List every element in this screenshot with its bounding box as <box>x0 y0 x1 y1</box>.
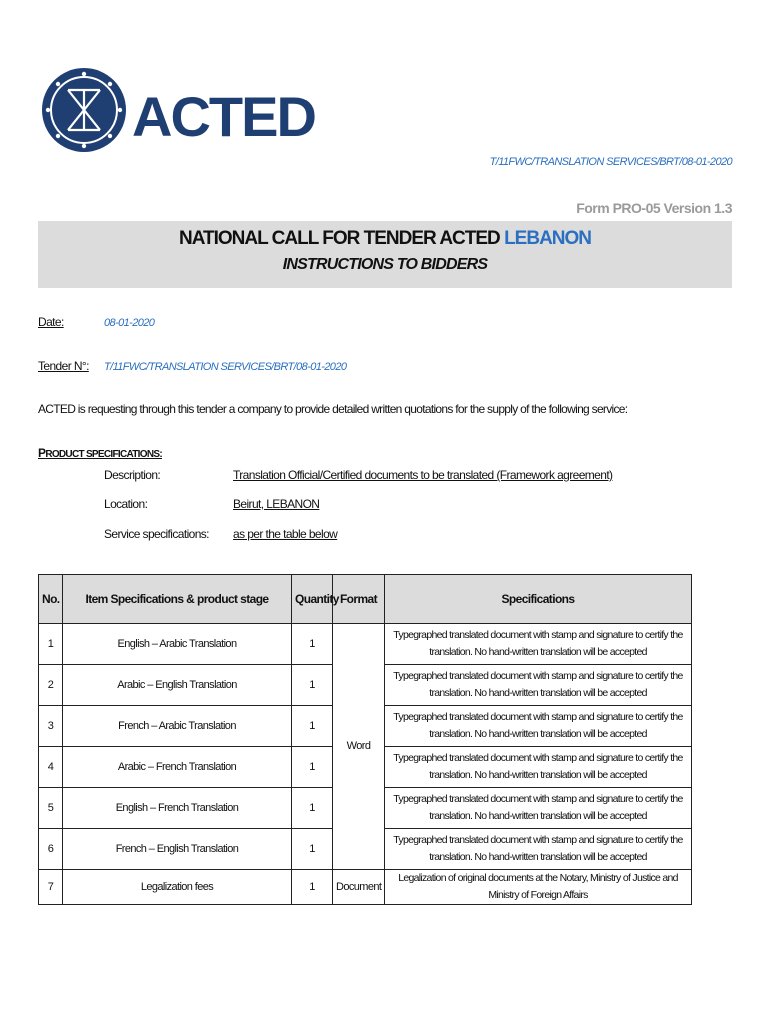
specifications-table <box>38 574 692 905</box>
row-no: 7 <box>39 870 63 905</box>
row-quantity: 1 <box>292 665 333 706</box>
product-specs-title-rest: RODUCT SPECIFICATIONS: <box>45 449 162 460</box>
row-no: 3 <box>39 706 63 747</box>
row-item: French – English Translation <box>63 829 292 870</box>
row-item: Legalization fees <box>63 870 292 905</box>
row-no: 6 <box>39 829 63 870</box>
row-item: English – Arabic Translation <box>63 624 292 665</box>
location-label: Location: <box>104 497 148 511</box>
row-spec: Typegraphed translated document with stamp and signature to certify the translation. No hand-written translation will be accepted <box>385 829 692 870</box>
header-no: No. <box>39 575 63 624</box>
date-label: Date: <box>38 315 64 329</box>
location-value: Beirut, LEBANON <box>233 497 320 511</box>
row-quantity: 1 <box>292 788 333 829</box>
title-banner <box>38 221 732 288</box>
row-item: Arabic – English Translation <box>63 665 292 706</box>
row-item: French – Arabic Translation <box>63 706 292 747</box>
row-item: Arabic – French Translation <box>63 747 292 788</box>
description-label: Description: <box>104 468 161 482</box>
header-specifications: Specifications <box>385 575 692 624</box>
row-no: 1 <box>39 624 63 665</box>
title-country: LEBANON <box>504 228 592 249</box>
row-spec: Typegraphed translated document with stamp and signature to certify the translation. No hand-written translation will be accepted <box>385 624 692 665</box>
svg-text:ACTED: ACTED <box>132 85 315 148</box>
tender-value: T/11FWC/TRANSLATION SERVICES/BRT/08-01-2020 <box>104 361 347 373</box>
table-header-row <box>39 575 692 624</box>
service-value: as per the table below <box>233 527 338 541</box>
row-spec: Typegraphed translated document with stamp and signature to certify the translation. No hand-written translation will be accepted <box>385 665 692 706</box>
reference-number: T/11FWC/TRANSLATION SERVICES/BRT/08-01-2020 <box>489 156 732 168</box>
intro-text: ACTED is requesting through this tender a company to provide detailed written quotations for the supply of the following service: <box>38 402 628 416</box>
row-spec: Typegraphed translated document with stamp and signature to certify the translation. No hand-written translation will be accepted <box>385 706 692 747</box>
date-value: 08-01-2020 <box>104 317 155 329</box>
description-value: Translation Official/Certified documents to be translated (Framework agreement) <box>233 468 613 482</box>
row-spec: Typegraphed translated document with stamp and signature to certify the translation. No hand-written translation will be accepted <box>385 747 692 788</box>
service-label: Service specifications: <box>104 527 209 541</box>
row-quantity: 1 <box>292 829 333 870</box>
title-main: NATIONAL CALL FOR TENDER ACTED <box>178 228 500 249</box>
page-title <box>38 228 732 250</box>
row-spec: Typegraphed translated document with stamp and signature to certify the translation. No hand-written translation will be accepted <box>385 788 692 829</box>
acted-logo <box>40 64 315 156</box>
row-quantity: 1 <box>292 747 333 788</box>
header-format: Format <box>333 575 385 624</box>
product-specs-title-initial: P <box>38 446 46 460</box>
header-quantity: Quantity <box>292 575 333 624</box>
row-no: 2 <box>39 665 63 706</box>
tender-label: Tender N°: <box>38 359 89 373</box>
page-subtitle: INSTRUCTIONS TO BIDDERS <box>282 256 488 273</box>
row-spec: Legalization of original documents at the Notary, Ministry of Justice and Ministry of Foreign Affairs <box>385 870 692 905</box>
header-item: Item Specifications & product stage <box>63 575 292 624</box>
product-specs-title <box>38 446 162 460</box>
row-quantity: 1 <box>292 870 333 905</box>
form-version: Form PRO-05 Version 1.3 <box>576 200 732 216</box>
format-word-cell: Word <box>333 624 385 870</box>
row-quantity: 1 <box>292 706 333 747</box>
row-item: English – French Translation <box>63 788 292 829</box>
row-no: 4 <box>39 747 63 788</box>
table-row <box>39 870 692 905</box>
table-row <box>39 624 692 665</box>
row-no: 5 <box>39 788 63 829</box>
row-quantity: 1 <box>292 624 333 665</box>
row-format: Document <box>333 870 385 905</box>
